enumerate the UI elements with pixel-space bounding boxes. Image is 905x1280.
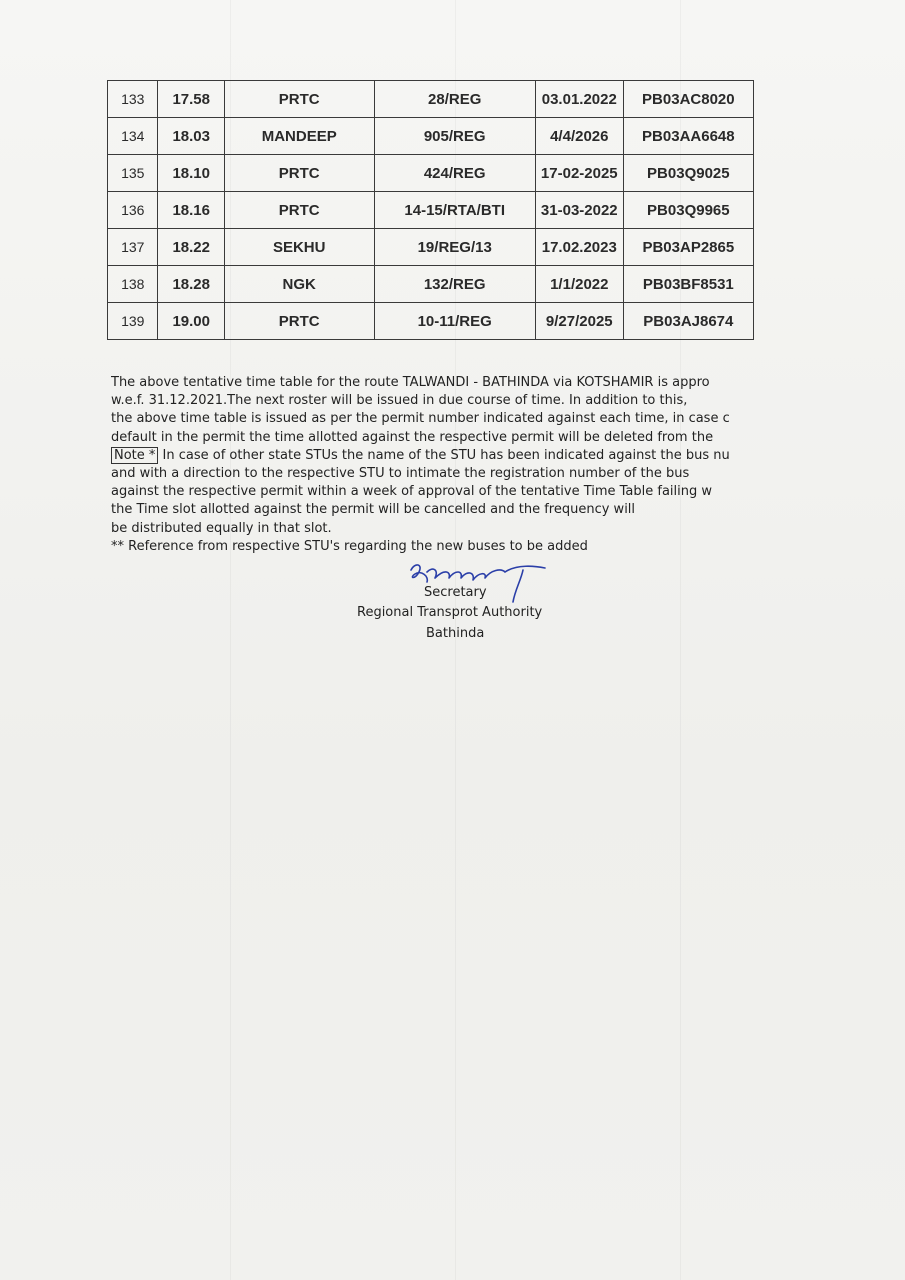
notice-paragraph <box>111 374 771 556</box>
serial-number-cell: 134 <box>108 118 158 155</box>
operator-cell: SEKHU <box>224 229 374 266</box>
operator-cell: NGK <box>224 266 374 303</box>
notice-line: and with a direction to the respective STU to intimate the registration number of the bus <box>111 466 690 482</box>
registration-cell: PB03AC8020 <box>623 81 753 118</box>
operator-cell: MANDEEP <box>224 118 374 155</box>
signatory-office: Regional Transprot Authority <box>357 605 543 620</box>
operator-cell: PRTC <box>224 155 374 192</box>
table-row <box>108 155 754 192</box>
date-cell: 03.01.2022 <box>535 81 623 118</box>
serial-number-cell: 137 <box>108 229 158 266</box>
date-cell: 31-03-2022 <box>535 192 623 229</box>
note-line <box>111 447 771 465</box>
notice-line: be distributed equally in that slot. <box>111 520 332 536</box>
registration-cell: PB03BF8531 <box>623 266 753 303</box>
time-cell: 18.03 <box>158 118 224 155</box>
serial-number-cell: 133 <box>108 81 158 118</box>
time-cell: 18.10 <box>158 155 224 192</box>
reference-line: ** Reference from respective STU's regarding the new buses to be added <box>111 538 588 554</box>
date-cell: 17-02-2025 <box>535 155 623 192</box>
table-row <box>108 81 754 118</box>
permit-cell: 132/REG <box>374 266 535 303</box>
time-table-body <box>108 81 754 340</box>
note-text: In case of other state STUs the name of the STU has been indicated against the bus nu <box>158 447 730 463</box>
serial-number-cell: 135 <box>108 155 158 192</box>
permit-cell: 28/REG <box>374 81 535 118</box>
notice-line: the above time table is issued as per the permit number indicated against each time, in case c <box>111 411 730 427</box>
operator-cell: PRTC <box>224 303 374 340</box>
time-table <box>107 80 754 340</box>
time-cell: 19.00 <box>158 303 224 340</box>
registration-cell: PB03AJ8674 <box>623 303 753 340</box>
notice-line: the Time slot allotted against the permit will be cancelled and the frequency will <box>111 502 636 518</box>
serial-number-cell: 139 <box>108 303 158 340</box>
table-row <box>108 266 754 303</box>
permit-cell: 905/REG <box>374 118 535 155</box>
time-cell: 17.58 <box>158 81 224 118</box>
notice-line: The above tentative time table for the route TALWANDI - BATHINDA via KOTSHAMIR is appro <box>111 375 710 390</box>
permit-cell: 14-15/RTA/BTI <box>374 192 535 229</box>
table-row <box>108 303 754 340</box>
operator-cell: PRTC <box>224 81 374 118</box>
registration-cell: PB03Q9025 <box>623 155 753 192</box>
note-label: Note * <box>111 447 158 464</box>
permit-cell: 19/REG/13 <box>374 229 535 266</box>
permit-cell: 10-11/REG <box>374 303 535 340</box>
date-cell: 9/27/2025 <box>535 303 623 340</box>
table-row <box>108 229 754 266</box>
date-cell: 4/4/2026 <box>535 118 623 155</box>
time-cell: 18.16 <box>158 192 224 229</box>
signatory-title: Secretary <box>424 585 487 600</box>
operator-cell: PRTC <box>224 192 374 229</box>
serial-number-cell: 138 <box>108 266 158 303</box>
table-row <box>108 192 754 229</box>
notice-line: against the respective permit within a week of approval of the tentative Time Table failing w <box>111 484 713 500</box>
time-cell: 18.28 <box>158 266 224 303</box>
notice-line: w.e.f. 31.12.2021.The next roster will be issued in due course of time. In addition to this, <box>111 393 688 409</box>
time-cell: 18.22 <box>158 229 224 266</box>
registration-cell: PB03AP2865 <box>623 229 753 266</box>
table-row <box>108 118 754 155</box>
permit-cell: 424/REG <box>374 155 535 192</box>
signatory-city: Bathinda <box>426 626 485 641</box>
registration-cell: PB03AA6648 <box>623 118 753 155</box>
date-cell: 1/1/2022 <box>535 266 623 303</box>
notice-line: default in the permit the time allotted against the respective permit will be deleted from the <box>111 429 714 445</box>
registration-cell: PB03Q9965 <box>623 192 753 229</box>
serial-number-cell: 136 <box>108 192 158 229</box>
date-cell: 17.02.2023 <box>535 229 623 266</box>
